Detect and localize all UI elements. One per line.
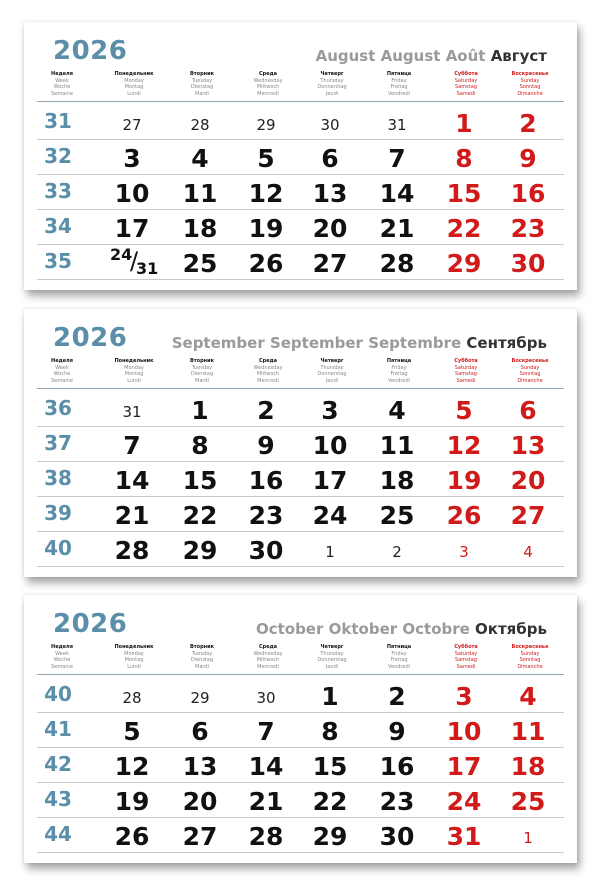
day-cell: 30	[379, 822, 415, 851]
weekday-fr: Mardi	[195, 377, 209, 384]
day-cell: 22	[312, 787, 348, 816]
weekday-fr: Dimanche	[517, 90, 543, 97]
weekday-ru: Воскресенье	[511, 644, 549, 650]
weekday-de: Freitag	[390, 657, 408, 663]
bottom-divider	[37, 279, 564, 280]
week-number: 42	[44, 752, 72, 776]
weekday-fr: Mercredi	[257, 377, 279, 384]
day-cell: 9	[257, 431, 275, 460]
weekday-header	[302, 644, 362, 670]
day-cell	[100, 247, 164, 283]
week-number: 34	[44, 214, 72, 238]
day-cell: 22	[446, 214, 482, 243]
day-cell: 2	[257, 396, 275, 425]
week-number: 38	[44, 466, 72, 490]
weekday-fr: Lundi	[127, 90, 141, 97]
day-cell: 29	[256, 116, 276, 134]
day-cell: 28	[379, 249, 415, 278]
day-cell: 14	[114, 466, 150, 495]
day-cell: 11	[510, 717, 546, 746]
month-name-de: September	[269, 334, 363, 352]
day-cell: 18	[182, 214, 218, 243]
month-name-en: September	[171, 334, 265, 352]
weekday-ru: Пятница	[386, 644, 412, 650]
day-cell: 9	[519, 144, 537, 173]
day-cell: 28	[248, 822, 284, 851]
day-cell: 24	[446, 787, 482, 816]
day-cell: 8	[321, 717, 339, 746]
day-cell: 20	[312, 214, 348, 243]
weekday-en: Wednesday	[253, 364, 283, 371]
month-name-en: August	[315, 47, 376, 65]
bottom-divider	[37, 566, 564, 567]
weekday-de: Sonntag	[519, 371, 541, 377]
day-cell: 27	[312, 249, 348, 278]
weekday-header	[238, 644, 298, 670]
weekday-de: Sonntag	[519, 84, 541, 90]
day-cell: 2	[392, 543, 402, 561]
day-cell: 31	[122, 403, 142, 421]
month-name-ru: Август	[490, 47, 547, 65]
day-cell: 29	[182, 536, 218, 565]
day-cell: 16	[510, 179, 546, 208]
weekday-fr: Dimanche	[517, 377, 543, 384]
day-cell: 26	[446, 501, 482, 530]
header-divider	[37, 674, 564, 675]
weekday-header	[369, 358, 429, 384]
week-number: 36	[44, 396, 72, 420]
weekday-fr: Mardi	[195, 90, 209, 97]
weekday-fr: Vendredi	[387, 663, 411, 670]
day-cell: 28	[114, 536, 150, 565]
day-cell: 30	[248, 536, 284, 565]
weekday-ru: Пятница	[386, 358, 412, 364]
weekday-header	[302, 358, 362, 384]
weekday-de: Montag	[124, 657, 144, 663]
weekday-fr: Jeudi	[325, 663, 339, 670]
weekday-header	[104, 644, 164, 670]
row-divider	[37, 817, 564, 818]
day-cell: 22	[182, 501, 218, 530]
day-cell: 12	[114, 752, 150, 781]
weekday-de: Woche	[53, 657, 71, 663]
day-cell: 24	[312, 501, 348, 530]
weekday-en: Tuesday	[191, 364, 213, 371]
day-cell: 12	[446, 431, 482, 460]
weekday-header	[436, 358, 496, 384]
day-cell: 5	[257, 144, 275, 173]
row-divider	[37, 209, 564, 210]
day-cell: 17	[446, 752, 482, 781]
month-panel	[24, 22, 577, 290]
weekday-en: Saturday	[454, 77, 478, 84]
weekday-header	[436, 71, 496, 97]
weekday-en: Monday	[124, 77, 144, 84]
month-title	[172, 334, 547, 352]
day-cell: 10	[312, 431, 348, 460]
week-number: 41	[44, 717, 72, 741]
weekday-ru: Четверг	[320, 71, 344, 77]
day-cell: 1	[523, 829, 533, 847]
weekday-ru: Воскресенье	[511, 358, 549, 364]
weekday-fr: Lundi	[127, 663, 141, 670]
day-cell: 18	[510, 752, 546, 781]
weekday-de: Samstag	[455, 371, 477, 377]
weekday-header	[32, 71, 92, 97]
weekday-ru: Неделя	[51, 358, 73, 364]
day-cell: 3	[459, 543, 469, 561]
day-cell: 18	[379, 466, 415, 495]
month-name-ru: Сентябрь	[466, 334, 547, 352]
day-cell: 16	[379, 752, 415, 781]
weekday-header	[104, 358, 164, 384]
weekday-ru: Среда	[258, 358, 278, 364]
day-cell: 1	[191, 396, 209, 425]
month-name-de: Oktober	[328, 620, 398, 638]
day-cell: 17	[114, 214, 150, 243]
day-cell: 17	[312, 466, 348, 495]
day-cell: 8	[191, 431, 209, 460]
weekday-en: Saturday	[454, 364, 478, 371]
day-cell: 6	[191, 717, 209, 746]
weekday-ru: Неделя	[51, 71, 73, 77]
weekday-header	[238, 358, 298, 384]
day-cell: 19	[446, 466, 482, 495]
day-cell: 4	[191, 144, 209, 173]
day-cell: 14	[248, 752, 284, 781]
weekday-en: Wednesday	[253, 77, 283, 84]
week-number: 40	[44, 682, 72, 706]
row-divider	[37, 496, 564, 497]
week-number: 37	[44, 431, 72, 455]
day-cell: 3	[455, 682, 473, 711]
day-cell: 31	[387, 116, 407, 134]
day-cell: 30	[256, 689, 276, 707]
weekday-de: Donnerstag	[317, 84, 347, 90]
weekday-de: Montag	[124, 84, 144, 90]
weekday-de: Montag	[124, 371, 144, 377]
day-cell: 30	[510, 249, 546, 278]
weekday-fr: Samedi	[456, 663, 476, 670]
weekday-fr: Jeudi	[325, 90, 339, 97]
weekday-ru: Пятница	[386, 71, 412, 77]
header-divider	[37, 388, 564, 389]
day-cell: 31	[446, 822, 482, 851]
weekday-ru: Вторник	[189, 71, 215, 77]
weekday-ru: Среда	[258, 644, 278, 650]
weekday-de: Dienstag	[190, 84, 214, 90]
weekday-header	[369, 644, 429, 670]
day-cell: 13	[182, 752, 218, 781]
weekday-fr: Vendredi	[387, 90, 411, 97]
weekday-de: Woche	[53, 371, 71, 377]
weekday-header	[172, 644, 232, 670]
weekday-de: Donnerstag	[317, 657, 347, 663]
week-number: 33	[44, 179, 72, 203]
week-number: 35	[44, 249, 72, 273]
day-cell: 12	[248, 179, 284, 208]
year-label: 2026	[53, 36, 128, 66]
day-cell: 30	[320, 116, 340, 134]
combined-day	[102, 247, 162, 277]
day-cell: 14	[379, 179, 415, 208]
day-cell: 10	[114, 179, 150, 208]
day-cell: 1	[325, 543, 335, 561]
weekday-header	[500, 71, 560, 97]
weekday-header	[436, 644, 496, 670]
week-number: 31	[44, 109, 72, 133]
row-divider	[37, 747, 564, 748]
weekday-en: Thursday	[320, 77, 344, 84]
row-divider	[37, 782, 564, 783]
day-cell: 19	[248, 214, 284, 243]
year-label: 2026	[53, 323, 128, 353]
weekday-header	[500, 358, 560, 384]
weekday-en: Monday	[124, 650, 144, 657]
week-number: 39	[44, 501, 72, 525]
month-panel	[24, 595, 577, 863]
day-cell: 5	[455, 396, 473, 425]
month-name-ru: Октябрь	[475, 620, 547, 638]
day-cell: 29	[312, 822, 348, 851]
day-cell: 15	[182, 466, 218, 495]
weekday-ru: Понедельник	[114, 71, 154, 77]
day-cell: 7	[123, 431, 141, 460]
weekday-en: Friday	[391, 650, 407, 657]
day-cell: 27	[510, 501, 546, 530]
weekday-en: Thursday	[320, 650, 344, 657]
week-number: 32	[44, 144, 72, 168]
day-cell: 27	[122, 116, 142, 134]
weekday-ru: Суббота	[454, 358, 478, 364]
weekday-de: Mittwoch	[256, 84, 280, 90]
weekday-ru: Понедельник	[114, 644, 154, 650]
weekday-header	[302, 71, 362, 97]
week-number: 40	[44, 536, 72, 560]
day-cell: 1	[321, 682, 339, 711]
row-divider	[37, 139, 564, 140]
day-cell: 25	[182, 249, 218, 278]
weekday-header	[172, 358, 232, 384]
day-cell: 3	[321, 396, 339, 425]
day-part: 31	[136, 259, 159, 278]
day-cell: 21	[248, 787, 284, 816]
weekday-ru: Воскресенье	[511, 71, 549, 77]
day-cell: 19	[114, 787, 150, 816]
month-name-fr: Août	[445, 47, 486, 65]
row-divider	[37, 712, 564, 713]
day-cell: 4	[388, 396, 406, 425]
weekday-en: Saturday	[454, 650, 478, 657]
weekday-ru: Вторник	[189, 358, 215, 364]
weekday-ru: Суббота	[454, 644, 478, 650]
day-cell: 29	[190, 689, 210, 707]
day-cell: 11	[182, 179, 218, 208]
weekday-fr: Vendredi	[387, 377, 411, 384]
month-name-de: August	[380, 47, 441, 65]
weekday-en: Tuesday	[191, 650, 213, 657]
day-cell: 20	[182, 787, 218, 816]
weekday-header	[104, 71, 164, 97]
day-cell: 8	[455, 144, 473, 173]
weekday-de: Dienstag	[190, 657, 214, 663]
month-name-fr: Octobre	[402, 620, 470, 638]
weekday-ru: Неделя	[51, 644, 73, 650]
weekday-ru: Четверг	[320, 644, 344, 650]
row-divider	[37, 426, 564, 427]
day-cell: 10	[446, 717, 482, 746]
day-cell: 6	[519, 396, 537, 425]
weekday-header	[32, 358, 92, 384]
weekday-de: Freitag	[390, 84, 408, 90]
day-cell: 25	[379, 501, 415, 530]
day-cell: 7	[257, 717, 275, 746]
day-cell: 5	[123, 717, 141, 746]
day-cell: 1	[455, 109, 473, 138]
day-cell: 2	[519, 109, 537, 138]
day-cell: 4	[519, 682, 537, 711]
day-cell: 25	[510, 787, 546, 816]
weekday-header	[32, 644, 92, 670]
weekday-en: Friday	[391, 77, 407, 84]
month-title	[256, 620, 547, 638]
weekday-header	[172, 71, 232, 97]
month-name-fr: Septembre	[368, 334, 462, 352]
day-cell: 27	[182, 822, 218, 851]
day-cell: 13	[312, 179, 348, 208]
header-divider	[37, 101, 564, 102]
weekday-en: Week	[55, 77, 69, 84]
day-cell: 21	[379, 214, 415, 243]
weekday-ru: Суббота	[454, 71, 478, 77]
month-panel	[24, 309, 577, 577]
month-name-en: October	[255, 620, 324, 638]
day-cell: 13	[510, 431, 546, 460]
weekday-en: Week	[55, 650, 69, 657]
day-cell: 28	[190, 116, 210, 134]
weekday-fr: Semaine	[51, 663, 73, 670]
weekday-de: Samstag	[455, 657, 477, 663]
weekday-ru: Среда	[258, 71, 278, 77]
day-cell: 15	[446, 179, 482, 208]
month-title	[316, 47, 547, 65]
day-cell: 16	[248, 466, 284, 495]
day-cell: 20	[510, 466, 546, 495]
weekday-header	[238, 71, 298, 97]
day-cell: 23	[379, 787, 415, 816]
weekday-ru: Четверг	[320, 358, 344, 364]
row-divider	[37, 461, 564, 462]
weekday-fr: Mercredi	[257, 90, 279, 97]
weekday-header	[500, 644, 560, 670]
weekday-fr: Mardi	[195, 663, 209, 670]
day-cell: 28	[122, 689, 142, 707]
weekday-de: Dienstag	[190, 371, 214, 377]
weekday-fr: Mercredi	[257, 663, 279, 670]
weekday-de: Samstag	[455, 84, 477, 90]
weekday-ru: Вторник	[189, 644, 215, 650]
day-cell: 29	[446, 249, 482, 278]
weekday-header	[369, 71, 429, 97]
row-divider	[37, 531, 564, 532]
weekday-de: Donnerstag	[317, 371, 347, 377]
day-cell: 4	[523, 543, 533, 561]
day-part: 24	[110, 245, 133, 264]
weekday-fr: Semaine	[51, 90, 73, 97]
weekday-en: Sunday	[520, 364, 540, 371]
day-cell: 9	[388, 717, 406, 746]
day-cell: 26	[114, 822, 150, 851]
weekday-de: Freitag	[390, 371, 408, 377]
day-cell: 7	[388, 144, 406, 173]
day-cell: 26	[248, 249, 284, 278]
weekday-en: Wednesday	[253, 650, 283, 657]
day-cell: 15	[312, 752, 348, 781]
year-label: 2026	[53, 609, 128, 639]
weekday-fr: Samedi	[456, 377, 476, 384]
weekday-en: Tuesday	[191, 77, 213, 84]
weekday-en: Friday	[391, 364, 407, 371]
day-cell: 23	[510, 214, 546, 243]
bottom-divider	[37, 852, 564, 853]
weekday-en: Week	[55, 364, 69, 371]
weekday-de: Mittwoch	[256, 657, 280, 663]
day-cell: 2	[388, 682, 406, 711]
day-slash: /	[130, 247, 139, 275]
weekday-de: Mittwoch	[256, 371, 280, 377]
day-cell: 11	[379, 431, 415, 460]
weekday-fr: Dimanche	[517, 663, 543, 670]
day-cell: 23	[248, 501, 284, 530]
weekday-en: Sunday	[520, 77, 540, 84]
week-number: 44	[44, 822, 72, 846]
weekday-en: Monday	[124, 364, 144, 371]
weekday-ru: Понедельник	[114, 358, 154, 364]
day-cell: 6	[321, 144, 339, 173]
weekday-fr: Semaine	[51, 377, 73, 384]
week-number: 43	[44, 787, 72, 811]
weekday-en: Thursday	[320, 364, 344, 371]
day-cell: 21	[114, 501, 150, 530]
day-cell: 3	[123, 144, 141, 173]
weekday-fr: Samedi	[456, 90, 476, 97]
weekday-fr: Jeudi	[325, 377, 339, 384]
weekday-de: Sonntag	[519, 657, 541, 663]
weekday-fr: Lundi	[127, 377, 141, 384]
weekday-en: Sunday	[520, 650, 540, 657]
weekday-de: Woche	[53, 84, 71, 90]
row-divider	[37, 174, 564, 175]
